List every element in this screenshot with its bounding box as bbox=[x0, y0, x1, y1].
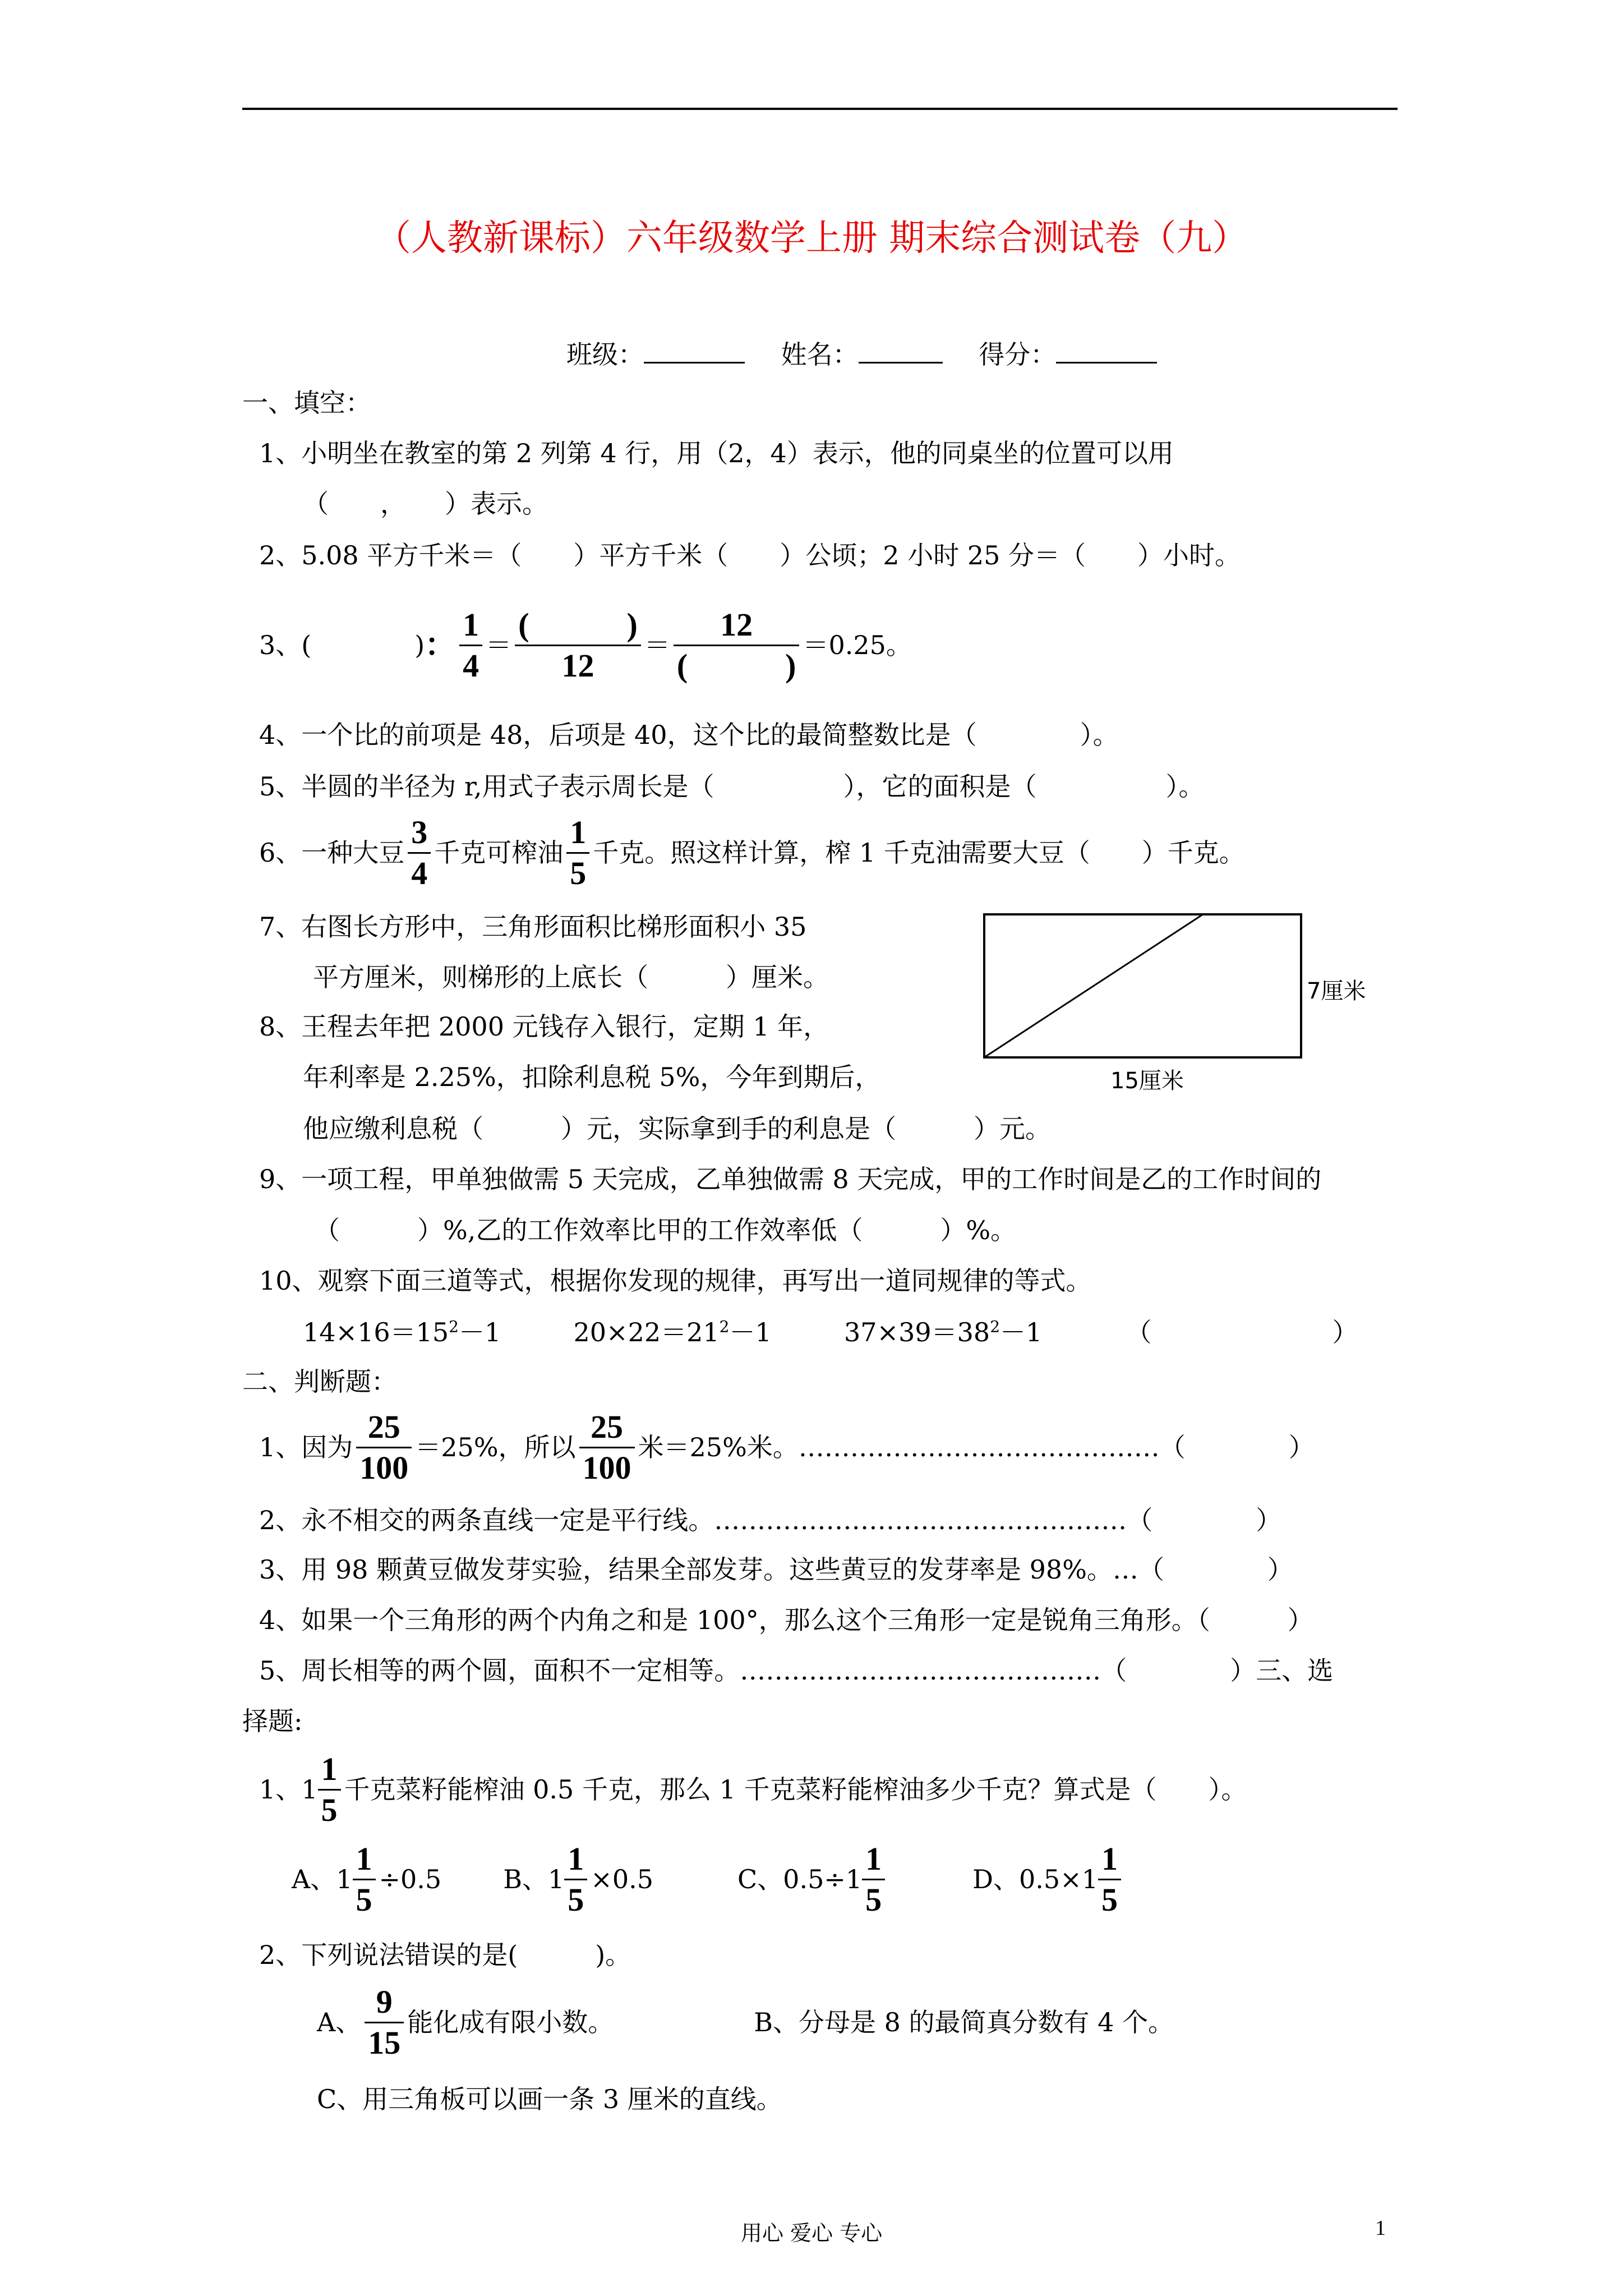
choice-2-option-c[interactable]: C、用三角板可以画一条 3 厘米的直线。 bbox=[317, 2084, 782, 2114]
figure-width-label: 15厘米 bbox=[1110, 1068, 1184, 1094]
choice-2-option-a[interactable]: A、 $\frac{9}{15}$ 能化成有限小数。 bbox=[317, 1983, 614, 2061]
q6-text-c: 千克。照这样计算，榨 1 千克油需要大豆（ ）千克。 bbox=[593, 838, 1245, 868]
choice-1-text-b: 千克菜籽能榨油 0.5 千克，那么 1 千克菜籽能榨油多少千克？算式是（ ）。 bbox=[344, 1774, 1247, 1805]
equation-2: $20\times 22=21^2-1$ bbox=[573, 1317, 772, 1347]
judge-3: 3、用 98 颗黄豆做发芽实验，结果全部发芽。这些黄豆的发芽率是 98%。…（ ） bbox=[259, 1554, 1293, 1585]
judge-2: 2、永不相交的两条直线一定是平行线。…………………………………………（ ） bbox=[259, 1505, 1282, 1535]
choice-2: 2、下列说法错误的是( )。 bbox=[259, 1940, 631, 1970]
q5: 5、半圆的半径为 r,用式子表示周长是（ ），它的面积是（ ）。 bbox=[259, 771, 1205, 802]
option-c[interactable]: C、0.5÷1 $\frac{1}{5}$ bbox=[737, 1839, 888, 1920]
q6 bbox=[259, 811, 1245, 895]
equation-1: $14\times 16=15^2-1$ bbox=[303, 1317, 501, 1347]
q7-line-2: 平方厘米，则梯形的上底长（ ）厘米。 bbox=[313, 962, 829, 992]
choice-1 bbox=[259, 1747, 1247, 1832]
judge-1-text-b: ＝25%，所以 bbox=[415, 1432, 576, 1462]
section-2-heading: 二、判断题： bbox=[242, 1366, 397, 1397]
q10-equations bbox=[303, 1315, 1358, 1349]
q3-end: ＝0.25。 bbox=[803, 630, 912, 660]
q3 bbox=[259, 592, 912, 698]
judge-1-text-a: 1、因为 bbox=[259, 1432, 353, 1462]
q8-line-3: 他应缴利息税（ ）元，实际拿到手的利息是（ ）元。 bbox=[303, 1114, 1051, 1144]
q3-fraction-3: $\frac{12}{( )}$ bbox=[674, 605, 800, 685]
q4: 4、一个比的前项是 48，后项是 40，这个比的最简整数比是（ ）。 bbox=[259, 720, 1119, 750]
q6-fraction-1: $\frac{3}{4}$ bbox=[408, 813, 431, 893]
q7-line-1: 7、右图长方形中，三角形面积比梯形面积小 35 bbox=[259, 912, 807, 942]
q1-line-1: 1、小明坐在教室的第 2 列第 4 行，用（2，4）表示，他的同桌坐的位置可以用 bbox=[259, 438, 1174, 468]
figure-height-label: 7厘米 bbox=[1307, 978, 1366, 1004]
equation-answer-blank[interactable]: （ ） bbox=[1126, 1317, 1358, 1347]
q9-line-2: （ ）%,乙的工作效率比甲的工作效率低（ ）%。 bbox=[314, 1215, 1017, 1245]
section-3-heading-cont: 择题: bbox=[242, 1706, 303, 1736]
judge-1-text-c: 米＝25%米。……………………………………（ ） bbox=[638, 1432, 1315, 1462]
q10-line-1: 10、观察下面三道等式，根据你发现的规律，再写出一道同规律的等式。 bbox=[259, 1266, 1092, 1296]
option-b[interactable]: B、1 $\frac{1}{5}$ ×0.5 bbox=[503, 1840, 653, 1918]
choice-2-option-b[interactable]: B、分母是 8 的最简真分数有 4 个。 bbox=[754, 2007, 1174, 2037]
score-label: 得分： bbox=[979, 339, 1057, 370]
option-a[interactable]: A、1 $\frac{1}{5}$ ÷0.5 bbox=[292, 1840, 442, 1918]
name-field[interactable] bbox=[859, 339, 943, 364]
page-title: （人教新课标）六年级数学上册 期末综合测试卷（九） bbox=[375, 218, 1248, 259]
choice-1-text-a: 1、1 bbox=[259, 1774, 318, 1805]
score-field[interactable] bbox=[1056, 339, 1157, 364]
q2: 2、5.08 平方千米＝（ ）平方千米（ ）公顷；2 小时 25 分＝（ ）小时。 bbox=[259, 540, 1241, 570]
q9-line-1: 9、一项工程，甲单独做需 5 天完成，乙单独做需 8 天完成，甲的工作时间是乙的工作时间的 bbox=[259, 1164, 1322, 1194]
rectangle-outline bbox=[984, 914, 1301, 1057]
footer-motto: 用心 爱心 专心 bbox=[740, 2221, 883, 2246]
q3-fraction-2: $\frac{( )}{12}$ bbox=[515, 605, 641, 685]
equation-3: $37\times 39=38^2-1$ bbox=[844, 1317, 1043, 1347]
student-info bbox=[566, 338, 1157, 371]
judge-1-fraction-2: $\frac{25}{100}$ bbox=[579, 1407, 635, 1488]
q8-line-1: 8、王程去年把 2000 元钱存入银行，定期 1 年， bbox=[259, 1011, 829, 1042]
q3-equals-2: ＝ bbox=[644, 630, 670, 660]
diagonal-line bbox=[984, 914, 1203, 1057]
judge-4: 4、如果一个三角形的两个内角之和是 100°，那么这个三角形一定是锐角三角形。（ ） bbox=[259, 1605, 1313, 1635]
class-field[interactable] bbox=[644, 339, 745, 364]
q6-fraction-2: $\frac{1}{5}$ bbox=[566, 813, 589, 893]
name-label: 姓名： bbox=[781, 339, 859, 370]
choice-2-options-row bbox=[317, 1980, 1174, 2064]
judge-1 bbox=[259, 1405, 1315, 1489]
q6-text-b: 千克可榨油 bbox=[434, 838, 564, 868]
q3-equals-1: ＝ bbox=[486, 630, 512, 660]
q1-line-2: （ ， ）表示。 bbox=[303, 489, 548, 519]
q3-prefix: 3、( ) bbox=[259, 630, 425, 660]
header-rule bbox=[242, 108, 1398, 110]
judge-1-fraction-1: $\frac{25}{100}$ bbox=[356, 1407, 412, 1488]
judge-5: 5、周长相等的两个圆，面积不一定相等。……………………………………（ ）三、选 bbox=[259, 1655, 1334, 1686]
choice-1-options bbox=[292, 1837, 1124, 1921]
q3-fraction-1: $\frac{1}{4}$ bbox=[459, 605, 482, 685]
option-d[interactable]: D、0.5×1 $\frac{1}{5}$ bbox=[972, 1839, 1124, 1920]
q8-line-2: 年利率是 2.25%，扣除利息税 5%，今年到期后， bbox=[303, 1062, 881, 1092]
section-1-heading: 一、填空： bbox=[242, 388, 371, 418]
q3-colon: ： bbox=[425, 627, 457, 664]
class-label: 班级： bbox=[566, 339, 644, 370]
choice-1-fraction: $\frac{1}{5}$ bbox=[318, 1750, 341, 1830]
q6-text-a: 6、一种大豆 bbox=[259, 838, 405, 868]
page-number: 1 bbox=[1375, 2216, 1386, 2240]
